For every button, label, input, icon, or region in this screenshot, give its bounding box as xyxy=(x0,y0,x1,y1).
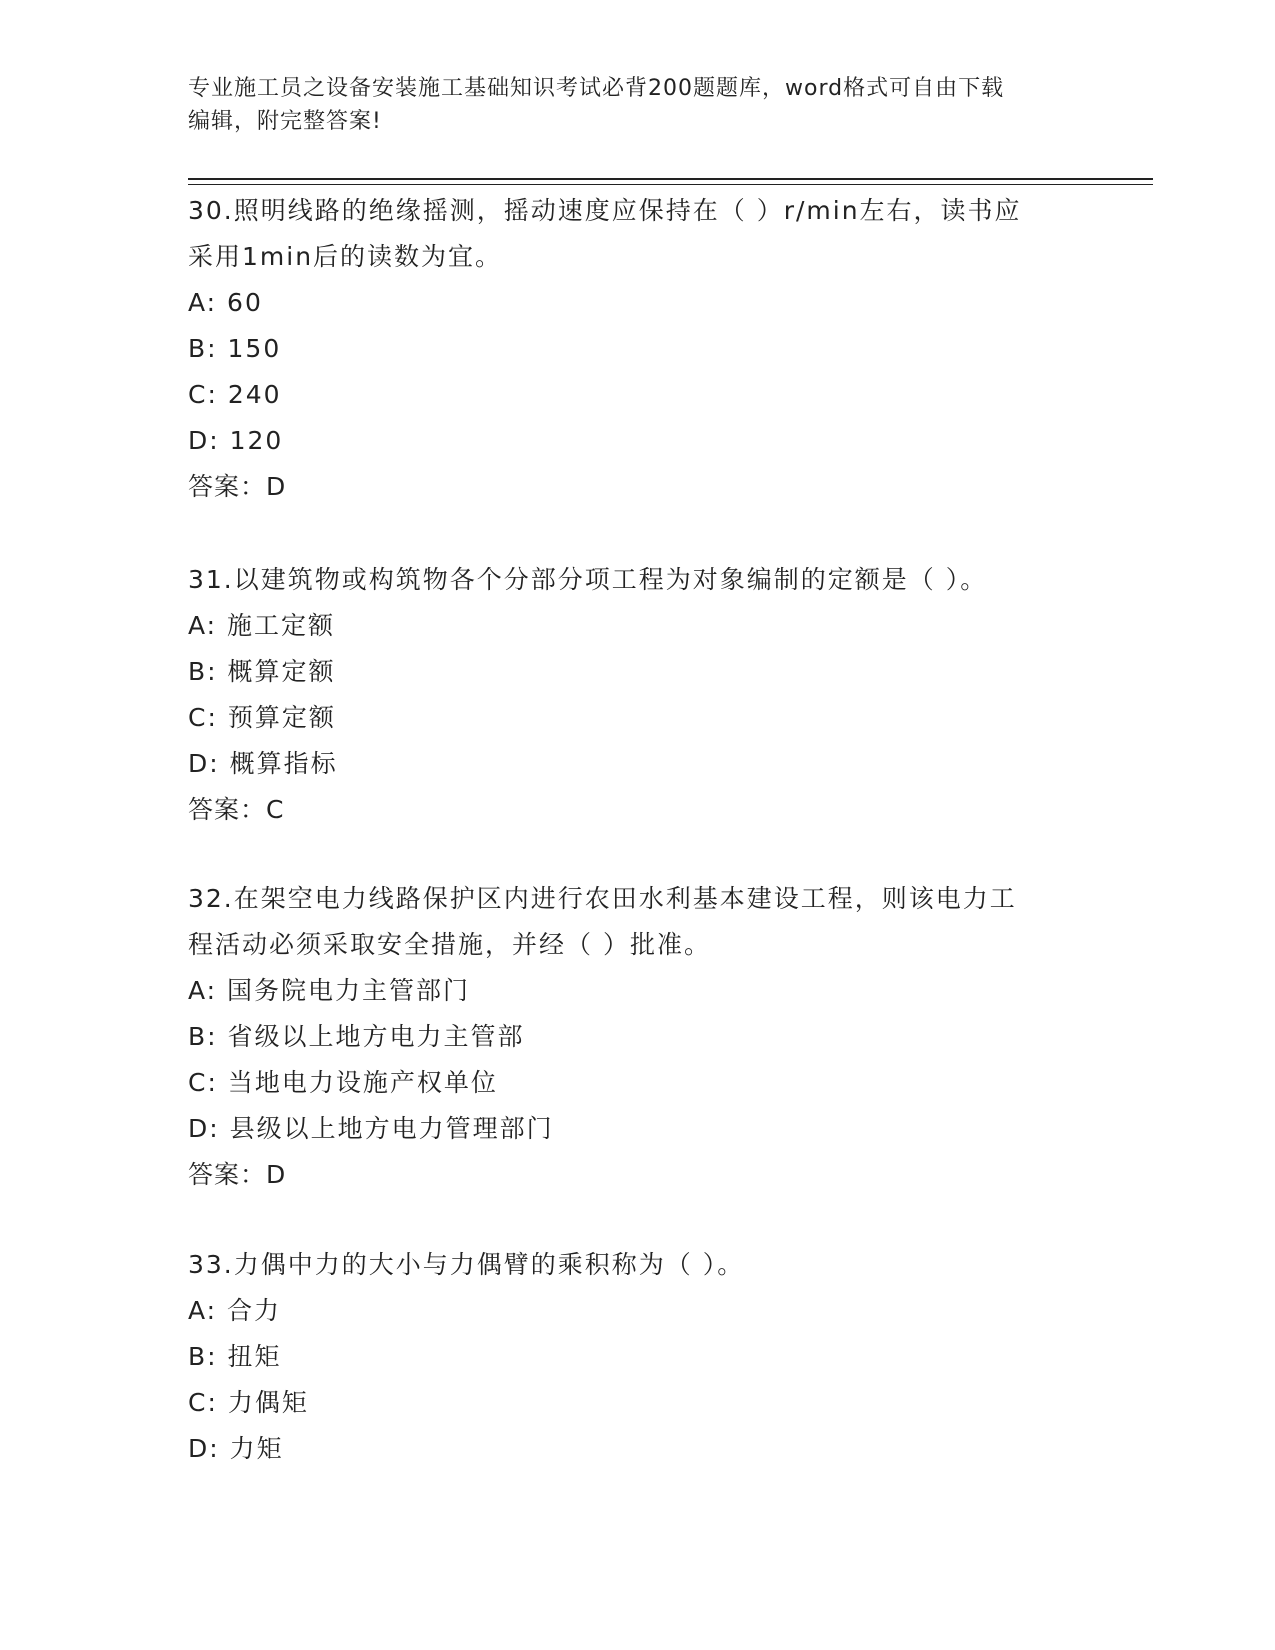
option-c: C: 力偶矩 xyxy=(188,1388,309,1417)
option-a: A: 施工定额 xyxy=(188,611,336,640)
header-divider-top xyxy=(188,178,1153,180)
option-a: A: 国务院电力主管部门 xyxy=(188,976,471,1005)
question-32 xyxy=(188,876,1088,1198)
option-d: D: 120 xyxy=(188,426,284,455)
option-a: A: 60 xyxy=(188,288,263,317)
option-d: D: 概算指标 xyxy=(188,749,338,778)
header-line-2: 编辑，附完整答案! xyxy=(188,109,382,134)
answer: 答案：D xyxy=(188,472,287,501)
question-stem-line-1: 31.以建筑物或构筑物各个分部分项工程为对象编制的定额是（ ）。 xyxy=(188,565,988,594)
question-stem-line-1: 30.照明线路的绝缘摇测，摇动速度应保持在（ ）r/min左右，读书应 xyxy=(188,196,1022,225)
question-stem-line-1: 32.在架空电力线路保护区内进行农田水利基本建设工程，则该电力工 xyxy=(188,884,1017,913)
option-b: B: 概算定额 xyxy=(188,657,336,686)
header-line-1: 专业施工员之设备安装施工基础知识考试必背200题题库，word格式可自由下载 xyxy=(188,76,1005,101)
document-header xyxy=(188,72,1088,138)
option-d: D: 县级以上地方电力管理部门 xyxy=(188,1114,554,1143)
option-b: B: 150 xyxy=(188,334,282,363)
option-b: B: 扭矩 xyxy=(188,1342,282,1371)
question-stem-line-1: 33.力偶中力的大小与力偶臂的乘积称为（ ）。 xyxy=(188,1250,745,1279)
answer: 答案：C xyxy=(188,795,285,824)
option-c: C: 当地电力设施产权单位 xyxy=(188,1068,498,1097)
header-divider-bottom xyxy=(188,184,1153,185)
option-a: A: 合力 xyxy=(188,1296,282,1325)
question-33 xyxy=(188,1242,1088,1472)
question-stem-line-2: 采用1min后的读数为宜。 xyxy=(188,242,503,271)
question-stem-line-2: 程活动必须采取安全措施，并经（ ）批准。 xyxy=(188,930,711,959)
question-30 xyxy=(188,188,1088,510)
question-31 xyxy=(188,557,1088,833)
answer: 答案：D xyxy=(188,1160,287,1189)
option-b: B: 省级以上地方电力主管部 xyxy=(188,1022,525,1051)
option-c: C: 240 xyxy=(188,380,282,409)
option-d: D: 力矩 xyxy=(188,1434,284,1463)
option-c: C: 预算定额 xyxy=(188,703,336,732)
